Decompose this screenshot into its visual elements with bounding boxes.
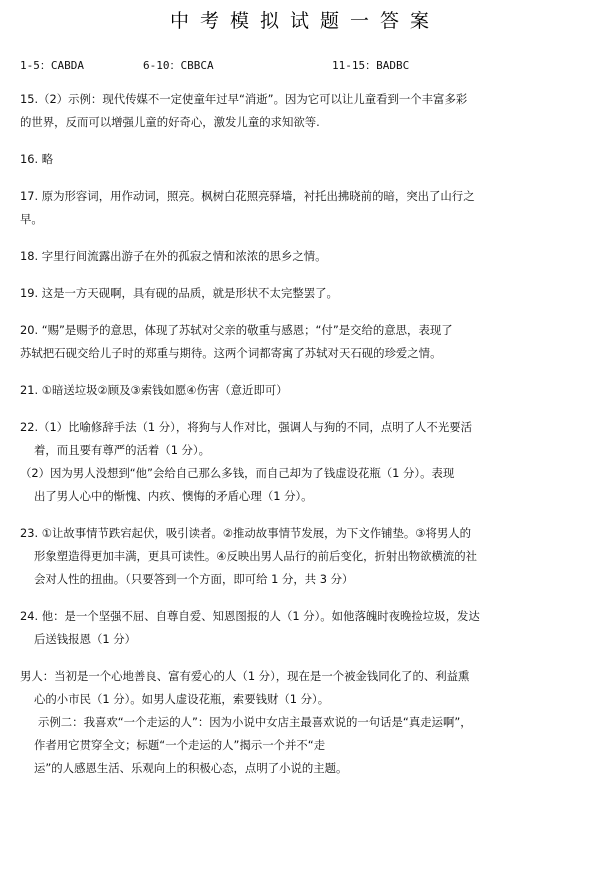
answer-17 — [20, 185, 590, 231]
mc-answers-1-5: 1-5：CABDA — [20, 59, 84, 72]
example-two-line-2: 作者用它贯穿全文；标题“一个走运的人”揭示一个并不“走 — [34, 738, 326, 752]
answer-16 — [20, 148, 590, 171]
answer-15 — [20, 88, 590, 134]
answer-20 — [20, 319, 590, 365]
answer-20-line-1: 20. “赐”是赐予的意思，体现了苏轼对父亲的敬重与感恩；“付”是交给的意思，表现了 — [20, 323, 453, 337]
answer-18 — [20, 245, 590, 268]
answer-sheet-page — [0, 6, 608, 893]
multiple-choice-answers — [20, 58, 590, 74]
answer-21 — [20, 379, 590, 402]
example-two-line-1: 示例二：我喜欢“一个走运的人”：因为小说中女店主最喜欢说的一句话是“真走运啊”， — [38, 715, 472, 729]
answer-20-line-2: 苏轼把石砚交给儿子时的郑重与期待。这两个词都寄寓了苏轼对天石砚的珍爱之情。 — [20, 346, 442, 360]
answer-18-line-1: 18. 字里行间流露出游子在外的孤寂之情和浓浓的思乡之情。 — [20, 249, 327, 263]
answer-17-line-1: 17. 原为形容词，用作动词，照亮。枫树白花照亮驿墙，衬托出拂晓前的暗，突出了山行之 — [20, 189, 475, 203]
mc-answers-11-15: 11-15：BADBC — [332, 59, 410, 72]
answer-23-line-3: 会对人性的扭曲。（只要答到一个方面，即可给 1 分，共 3 分） — [34, 572, 354, 586]
answer-15-line-1: 15.（2）示例：现代传媒不一定使童年过早“消逝”。因为它可以让儿童看到一个丰富多彩 — [20, 92, 468, 106]
answer-22-line-1: 22.（1）比喻修辞手法（1 分），将狗与人作对比，强调人与狗的不同，点明了人不光要活 — [20, 420, 472, 434]
answer-man-line-1: 男人：当初是一个心地善良、富有爱心的人（1 分），现在是一个被金钱同化了的、利益熏 — [20, 669, 470, 683]
example-two-line-3: 运”的人感恩生活、乐观向上的积极心态，点明了小说的主题。 — [34, 761, 348, 775]
answer-15-line-2: 的世界，反而可以增强儿童的好奇心，激发儿童的求知欲等. — [20, 115, 320, 129]
answer-22-line-2: 着，而且要有尊严的活着（1 分）。 — [34, 443, 211, 457]
answer-24-line-1: 24. 他：是一个坚强不屈、自尊自爱、知恩图报的人（1 分）。如他落魄时夜晚捡垃圾，发达 — [20, 609, 480, 623]
answer-22-line-3: （2）因为男人没想到“他”会给自己那么多钱，而自己却为了钱虚设花瓶（1 分）。表现 — [20, 466, 455, 480]
answer-23-line-2: 形象塑造得更加丰满，更具可读性。④反映出男人品行的前后变化，折射出物欲横流的社 — [34, 549, 478, 563]
page-title: 中考模拟试题一答案 — [169, 10, 440, 32]
answer-man-line-2: 心的小市民（1 分）。如男人虚设花瓶，索要钱财（1 分）。 — [34, 692, 330, 706]
answer-22-line-4: 出了男人心中的惭愧、内疚、懊悔的矛盾心理（1 分）。 — [34, 489, 313, 503]
answer-17-line-2: 早。 — [20, 212, 43, 226]
answer-22 — [20, 416, 590, 508]
answer-23 — [20, 522, 590, 591]
answer-16-line-1: 16. 略 — [20, 152, 54, 166]
answer-man — [20, 665, 590, 780]
answer-23-line-1: 23. ①让故事情节跌宕起伏，吸引读者。②推动故事情节发展，为下文作铺垫。③将男人的 — [20, 526, 472, 540]
answer-24 — [20, 605, 590, 651]
mc-answers-6-10: 6-10：CBBCA — [143, 59, 214, 72]
answer-19 — [20, 282, 590, 305]
answer-19-line-1: 19. 这是一方天砚啊，具有砚的品质，就是形状不太完整罢了。 — [20, 286, 338, 300]
answer-21-line-1: 21. ①暗送垃圾②顾及③索钱如愿④伤害（意近即可） — [20, 383, 288, 397]
answer-24-line-2: 后送钱报恩（1 分） — [34, 632, 136, 646]
